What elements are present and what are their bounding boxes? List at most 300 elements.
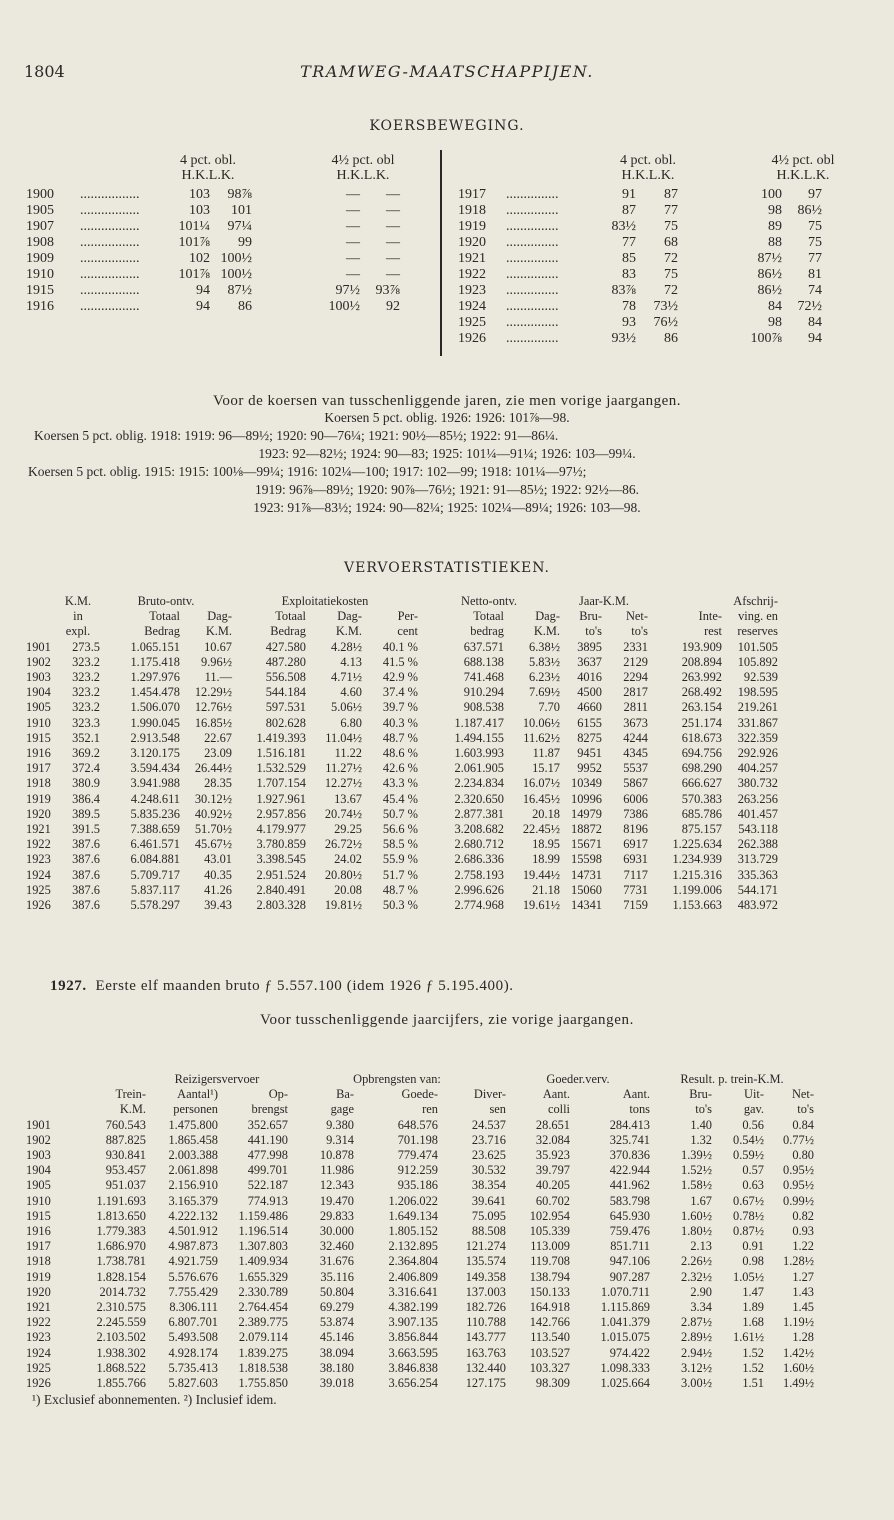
table-cell: 951.037	[105, 1178, 146, 1193]
table-cell: 389.5	[72, 806, 100, 821]
table-cell: 0.63	[742, 1178, 764, 1193]
table-cell: 6917	[623, 837, 648, 852]
table-row	[26, 1361, 814, 1376]
table-cell: 1.707.154	[256, 776, 306, 791]
table-cell: 323.2	[72, 654, 100, 669]
koers-left-head-b-sub: H.K.L.K.	[336, 168, 390, 183]
table-cell: 2.234.834	[454, 776, 504, 791]
table-cell: 42.6 %	[382, 761, 418, 776]
table-cell: 1.225.634	[672, 837, 722, 852]
row-year: 1919	[26, 791, 51, 806]
table-cell: 544.184	[265, 685, 306, 700]
table-cell: 113.540	[530, 1330, 570, 1345]
table-cell: 1.49½	[783, 1376, 814, 1391]
table-cell: 7.69½	[529, 685, 560, 700]
row-year: 1915	[26, 730, 51, 745]
table-cell: 4345	[623, 746, 648, 761]
table-cell: 1.818.538	[238, 1360, 288, 1375]
table-cell: 666.627	[681, 776, 722, 791]
table-cell: 138.794	[529, 1269, 570, 1284]
table-row: 1907 ................. 101¼ 97¼ — —	[26, 219, 400, 234]
table-cell: 40.35	[204, 867, 232, 882]
table-row	[26, 746, 778, 761]
table-cell: 208.894	[681, 654, 722, 669]
row-year: 1920	[26, 1284, 51, 1299]
table-cell: 30.532	[471, 1163, 506, 1178]
table-cell: 1.868.522	[96, 1360, 146, 1375]
table-cell: 2.877.381	[454, 806, 504, 821]
table-cell: 335.363	[737, 867, 778, 882]
table-row	[26, 1178, 814, 1193]
table-cell: 0.93	[792, 1224, 814, 1239]
table-cell: 1.070.711	[600, 1284, 650, 1299]
table-cell: 5.578.297	[130, 898, 180, 913]
table-cell: 263.256	[737, 791, 778, 806]
table-cell: 583.798	[609, 1193, 650, 1208]
table-cell: 193.909	[681, 639, 722, 654]
table-cell: 331.867	[737, 715, 778, 730]
vervoer-title: VERVOERSTATISTIEKEN.	[343, 560, 550, 576]
koers-left-head-b: 4½ pct. obl	[331, 153, 395, 168]
table-cell: 1.89	[742, 1300, 764, 1315]
table-cell: 69.279	[319, 1300, 354, 1315]
vervoer-header-row: expl. Bedrag K.M. Bedrag K.M. cent bedrag K.M. to's to's rest reserves	[65, 624, 778, 639]
table-cell: 323.2	[72, 700, 100, 715]
koers-divider	[440, 150, 442, 356]
table-cell: 39.018	[319, 1376, 354, 1391]
table-row: 1917 ............... 91 87 100 97	[458, 187, 822, 202]
table-cell: 1.307.803	[238, 1239, 288, 1254]
table-cell: 645.930	[609, 1208, 650, 1223]
table-cell: 1.015.075	[600, 1330, 650, 1345]
table-cell: 694.756	[681, 746, 722, 761]
table-row: 1924 ............... 78 73½ 84 72½	[458, 299, 822, 314]
table-cell: 39.641	[471, 1193, 506, 1208]
table-cell: 4244	[623, 730, 648, 745]
table-cell: 24.537	[471, 1117, 506, 1132]
table-cell: 3.846.838	[388, 1360, 438, 1375]
table-cell: 974.422	[609, 1345, 650, 1360]
table-cell: 0.67½	[733, 1193, 764, 1208]
table-cell: 1.159.486	[238, 1208, 288, 1223]
table-cell: 1.234.939	[672, 852, 722, 867]
koers-note-line: 1923: 91⅞—83½; 1924: 90—82¼; 1925: 102¼—89¼; 1926: 103—98.	[253, 500, 641, 515]
table-cell: 372.4	[72, 761, 100, 776]
table-cell: 618.673	[681, 730, 722, 745]
table-cell: 1.22	[792, 1239, 814, 1254]
table-cell: 2.26½	[681, 1254, 712, 1269]
table-row: 1918 ............... 87 77 98 86½	[458, 203, 822, 218]
table-cell: 42.9 %	[382, 670, 418, 685]
table-cell: 2.32½	[681, 1269, 712, 1284]
row-year: 1904	[26, 685, 51, 700]
table-cell: 103.527	[529, 1345, 570, 1360]
table-cell: 3.780.859	[256, 837, 306, 852]
table-cell: 26.44½	[194, 761, 232, 776]
table-cell: 698.290	[681, 761, 722, 776]
table-cell: 422.944	[609, 1163, 650, 1178]
table-row: 1920 ............... 77 68 88 75	[458, 235, 822, 250]
table-cell: 14341	[571, 898, 602, 913]
table-cell: 1.42½	[783, 1345, 814, 1360]
table-cell: 2014.732	[99, 1284, 146, 1299]
row-year: 1916	[26, 1224, 51, 1239]
table-cell: 3.165.379	[168, 1193, 218, 1208]
table-cell: 2.758.193	[454, 867, 504, 882]
table-cell: 88.508	[471, 1224, 506, 1239]
table-cell: 387.6	[72, 837, 100, 852]
table-cell: 22.67	[204, 730, 232, 745]
table-row	[26, 1315, 814, 1330]
table-cell: 105.339	[529, 1224, 570, 1239]
table-cell: 2.913.548	[130, 730, 180, 745]
table-cell: 2.320.650	[454, 791, 504, 806]
reizigers-header-row: Reizigersvervoer Opbrengsten van: Goeder.verv. Result. p. trein-K.M.	[174, 1072, 784, 1086]
table-cell: 14979	[571, 806, 602, 821]
table-cell: 637.571	[463, 639, 504, 654]
table-cell: 7731	[623, 882, 648, 897]
table-cell: 0.57	[742, 1163, 764, 1178]
table-cell: 41.26	[204, 882, 232, 897]
table-cell: 2.87½	[681, 1315, 712, 1330]
table-cell: 4.382.199	[388, 1300, 438, 1315]
table-cell: 1.686.970	[96, 1239, 146, 1254]
table-cell: 28.35	[204, 776, 232, 791]
row-year: 1926	[26, 1376, 51, 1391]
table-cell: 4.179.977	[256, 822, 306, 837]
table-cell: 3.663.595	[388, 1345, 438, 1360]
table-cell: 1.68	[742, 1315, 764, 1330]
table-row	[26, 640, 778, 655]
table-cell: 701.198	[397, 1132, 438, 1147]
table-row	[26, 883, 778, 898]
table-cell: 41.5 %	[382, 654, 418, 669]
table-cell: 40.92½	[194, 806, 232, 821]
table-cell: 1.196.514	[238, 1224, 288, 1239]
table-cell: 182.726	[465, 1300, 506, 1315]
table-cell: 441.190	[247, 1132, 288, 1147]
table-row	[26, 700, 778, 715]
table-cell: 404.257	[737, 761, 778, 776]
table-cell: 887.825	[105, 1132, 146, 1147]
table-cell: 11.62½	[523, 730, 560, 745]
table-row: 1909 ................. 102 100½ — —	[26, 251, 400, 266]
table-cell: 6931	[623, 852, 648, 867]
table-cell: 3.941.988	[130, 776, 180, 791]
table-cell: 2.330.789	[238, 1284, 288, 1299]
table-cell: 6.807.701	[168, 1315, 218, 1330]
table-cell: 7386	[623, 806, 648, 821]
row-year: 1926	[26, 898, 51, 913]
table-row	[26, 1133, 814, 1148]
table-cell: 3.907.135	[388, 1315, 438, 1330]
table-cell: 35.923	[535, 1148, 570, 1163]
table-cell: 1.927.961	[256, 791, 306, 806]
table-cell: 930.841	[105, 1148, 146, 1163]
table-cell: 2.061.898	[168, 1163, 218, 1178]
table-cell: 3.594.434	[130, 761, 180, 776]
table-row	[26, 731, 778, 746]
table-cell: 1.655.329	[238, 1269, 288, 1284]
koers-left-head-a: 4 pct. obl.	[180, 153, 236, 168]
table-cell: 38.180	[319, 1360, 354, 1375]
row-year: 1905	[26, 700, 51, 715]
table-cell: 7.388.659	[130, 822, 180, 837]
table-row: 1925 ............... 93 76½ 98 84	[458, 315, 822, 330]
table-cell: 7117	[623, 867, 648, 882]
table-cell: 16.45½	[522, 791, 560, 806]
table-cell: 4.928.174	[168, 1345, 218, 1360]
table-cell: 1.938.302	[96, 1345, 146, 1360]
table-cell: 103.327	[529, 1360, 570, 1375]
table-cell: 10349	[571, 776, 602, 791]
table-cell: 58.5 %	[382, 837, 418, 852]
table-cell: 522.187	[247, 1178, 288, 1193]
koers-note-line: 1923: 92—82½; 1924: 90—83; 1925: 101¼—91¼; 1926: 103—99¼.	[258, 446, 636, 461]
table-cell: 1.67	[690, 1193, 712, 1208]
table-row: 1923 ............... 83⅞ 72 86½ 74	[458, 283, 822, 298]
table-cell: 2.89½	[681, 1330, 712, 1345]
table-cell: 556.508	[265, 670, 306, 685]
table-cell: 6006	[623, 791, 648, 806]
table-cell: 5.837.117	[130, 882, 180, 897]
table-cell: 23.09	[204, 746, 232, 761]
table-cell: 29.25	[334, 822, 362, 837]
table-cell: 2.686.336	[454, 852, 504, 867]
table-cell: 48.6 %	[382, 746, 418, 761]
table-cell: 10996	[571, 791, 602, 806]
table-cell: 401.457	[737, 806, 778, 821]
table-cell: 779.474	[397, 1148, 438, 1163]
table-cell: 2.079.114	[238, 1330, 288, 1345]
table-row: 1910 ................. 101⅞ 100½ — —	[26, 267, 400, 282]
table-cell: 1.80½	[681, 1224, 712, 1239]
table-cell: 908.538	[463, 700, 504, 715]
table-cell: 1.28	[792, 1330, 814, 1345]
table-cell: 18.95	[532, 837, 560, 852]
table-cell: 6.80	[340, 715, 362, 730]
table-cell: 39.7 %	[382, 700, 418, 715]
table-cell: 19.81½	[324, 898, 362, 913]
table-cell: 31.676	[319, 1254, 354, 1269]
row-year: 1903	[26, 670, 51, 685]
table-cell: 2.003.388	[168, 1148, 218, 1163]
table-cell: 1.297.976	[130, 670, 180, 685]
table-cell: 3.316.641	[388, 1284, 438, 1299]
table-cell: 0.99½	[783, 1193, 814, 1208]
table-cell: 5.493.508	[168, 1330, 218, 1345]
table-cell: 441.962	[609, 1178, 650, 1193]
table-cell: 2.94½	[681, 1345, 712, 1360]
table-cell: 391.5	[72, 822, 100, 837]
table-cell: 2.90	[690, 1284, 712, 1299]
row-year: 1918	[26, 776, 51, 791]
table-row: 1926 ............... 93½ 86 100⅞ 94	[458, 331, 822, 346]
table-cell: 9.314	[326, 1132, 354, 1147]
table-cell: 9952	[577, 761, 602, 776]
table-cell: 0.56	[742, 1117, 764, 1132]
row-year: 1923	[26, 1330, 51, 1345]
table-cell: 2.680.712	[454, 837, 504, 852]
table-cell: 262.388	[737, 837, 778, 852]
table-cell: 2.840.491	[256, 882, 306, 897]
table-cell: 2.103.502	[96, 1330, 146, 1345]
table-cell: 35.116	[320, 1269, 354, 1284]
table-cell: 12.27½	[324, 776, 362, 791]
table-cell: 263.992	[681, 670, 722, 685]
row-year: 1918	[26, 1254, 51, 1269]
year-1927-line	[50, 978, 514, 995]
koers-right-head-a: 4 pct. obl.	[620, 153, 676, 168]
table-cell: 1.47	[742, 1284, 764, 1299]
table-row	[26, 670, 778, 685]
table-cell: 40.3 %	[382, 715, 418, 730]
table-cell: 19.470	[319, 1193, 354, 1208]
table-cell: 48.7 %	[382, 730, 418, 745]
table-cell: 32.084	[535, 1132, 570, 1147]
table-cell: 760.543	[105, 1117, 146, 1132]
table-cell: 43.3 %	[382, 776, 418, 791]
table-cell: 15671	[571, 837, 602, 852]
table-row: 1908 ................. 101⅞ 99 — —	[26, 235, 400, 250]
table-cell: 16.85½	[194, 715, 232, 730]
table-cell: 20.08	[334, 882, 362, 897]
table-cell: 2.245.559	[96, 1315, 146, 1330]
table-cell: 1.51	[742, 1376, 764, 1391]
table-cell: 0.95½	[783, 1178, 814, 1193]
row-year: 1901	[26, 1117, 51, 1132]
table-cell: 1.52	[742, 1360, 764, 1375]
table-row	[26, 1330, 814, 1345]
table-row	[26, 716, 778, 731]
table-cell: 313.729	[737, 852, 778, 867]
table-cell: 45.146	[319, 1330, 354, 1345]
table-cell: 149.358	[465, 1269, 506, 1284]
table-cell: 1.187.417	[454, 715, 504, 730]
table-cell: 110.788	[466, 1315, 506, 1330]
table-row: 1915 ................. 94 87½ 97½ 93⅞	[26, 283, 400, 298]
table-cell: 0.82	[792, 1208, 814, 1223]
table-cell: 12.29½	[194, 685, 232, 700]
table-cell: 3.120.175	[130, 746, 180, 761]
table-cell: 1.05½	[733, 1269, 764, 1284]
row-year: 1921	[26, 1300, 51, 1315]
table-row	[26, 852, 778, 867]
table-cell: 45.4 %	[382, 791, 418, 806]
table-cell: 2.13	[690, 1239, 712, 1254]
table-cell: 1.603.993	[454, 746, 504, 761]
table-cell: 28.651	[535, 1117, 570, 1132]
table-cell: 4.248.611	[130, 791, 180, 806]
reizigers-footnote: ¹) Exclusief abonnementen. ²) Inclusief idem.	[32, 1392, 277, 1408]
table-cell: 2.957.856	[256, 806, 306, 821]
table-cell: 12.76½	[194, 700, 232, 715]
table-cell: 23.716	[471, 1132, 506, 1147]
table-cell: 10.67	[204, 639, 232, 654]
koers-note-line: Koersen 5 pct. oblig. 1918: 1919: 96—89½; 1920: 90—76¼; 1921: 90½—85½; 1922: 91—86¼.	[34, 428, 559, 443]
table-cell: 1.58½	[681, 1178, 712, 1193]
row-year: 1921	[26, 822, 51, 837]
table-cell: 43.01	[204, 852, 232, 867]
table-cell: 163.763	[465, 1345, 506, 1360]
table-cell: 352.657	[247, 1117, 288, 1132]
table-cell: 5537	[623, 761, 648, 776]
table-cell: 5.83½	[529, 654, 560, 669]
table-cell: 51.7 %	[382, 867, 418, 882]
vervoer-table	[26, 594, 778, 913]
table-cell: 21.18	[532, 882, 560, 897]
table-cell: 2.389.775	[238, 1315, 288, 1330]
table-row: 1916 ................. 94 86 100½ 92	[26, 299, 400, 314]
table-cell: 1.828.154	[96, 1269, 146, 1284]
table-cell: 2.364.804	[388, 1254, 438, 1269]
table-cell: 8.306.111	[169, 1300, 218, 1315]
table-cell: 1.28½	[783, 1254, 814, 1269]
koers-note-line: 1919: 96⅞—89½; 1920: 90⅞—76½; 1921: 91—85½; 1922: 92½—86.	[254, 482, 639, 497]
table-cell: 101.505	[737, 639, 778, 654]
table-row: 1919 ............... 83½ 75 89 75	[458, 219, 822, 234]
year-1927-note: Voor tusschenliggende jaarcijfers, zie vorige jaargangen.	[260, 1012, 634, 1028]
table-cell: 102.954	[529, 1208, 570, 1223]
table-cell: 352.1	[72, 730, 100, 745]
table-cell: 3637	[577, 654, 602, 669]
koers-right-head-a-sub: H.K.L.K.	[621, 168, 675, 183]
table-cell: 37.4 %	[382, 685, 418, 700]
table-cell: 5.576.676	[168, 1269, 218, 1284]
koers-note-line: Koersen 5 pct. oblig. 1915: 1915: 100⅛—99¼; 1916: 102¼—100; 1917: 102—99; 1918: 101¼—97½;	[28, 464, 587, 479]
table-cell: 4.13	[340, 654, 362, 669]
table-cell: 7.70	[538, 700, 560, 715]
table-row	[26, 792, 778, 807]
table-cell: 3.00½	[681, 1376, 712, 1391]
koers-left-head-a-sub: H.K.L.K.	[181, 168, 235, 183]
table-cell: 51.70½	[194, 822, 232, 837]
table-cell: 98.309	[535, 1376, 570, 1391]
table-row	[26, 1163, 814, 1178]
table-cell: 1.419.393	[256, 730, 306, 745]
table-cell: 50.3 %	[382, 898, 418, 913]
table-cell: 48.7 %	[382, 882, 418, 897]
table-cell: 13.67	[334, 791, 362, 806]
table-cell: 1.041.379	[600, 1315, 650, 1330]
row-year: 1925	[26, 882, 51, 897]
table-cell: 2.996.626	[454, 882, 504, 897]
reizigers-table	[26, 1072, 814, 1407]
table-cell: 875.157	[681, 822, 722, 837]
table-cell: 759.476	[609, 1224, 650, 1239]
table-cell: 912.259	[397, 1163, 438, 1178]
table-cell: 1.153.663	[672, 898, 722, 913]
table-cell: 1.32	[690, 1132, 712, 1147]
table-cell: 3.398.545	[256, 852, 306, 867]
table-cell: 1.206.022	[388, 1193, 438, 1208]
table-cell: 0.87½	[733, 1224, 764, 1239]
table-cell: 499.701	[247, 1163, 288, 1178]
vervoer-header-row: in Totaal Dag- Totaal Dag- Per- Totaal Dag- Bru- Net- Inte- ving. en	[73, 609, 778, 624]
table-cell: 1.779.383	[96, 1224, 146, 1239]
table-cell: 1.065.151	[130, 639, 180, 654]
row-year: 1922	[26, 1315, 51, 1330]
table-cell: 55.9 %	[382, 852, 418, 867]
table-cell: 322.359	[737, 730, 778, 745]
table-cell: 1.175.418	[130, 654, 180, 669]
row-year: 1924	[26, 867, 51, 882]
table-cell: 1.215.316	[672, 867, 722, 882]
table-cell: 119.708	[530, 1254, 570, 1269]
table-cell: 38.354	[471, 1178, 506, 1193]
table-cell: 802.628	[265, 715, 306, 730]
table-cell: 11.87	[532, 746, 560, 761]
